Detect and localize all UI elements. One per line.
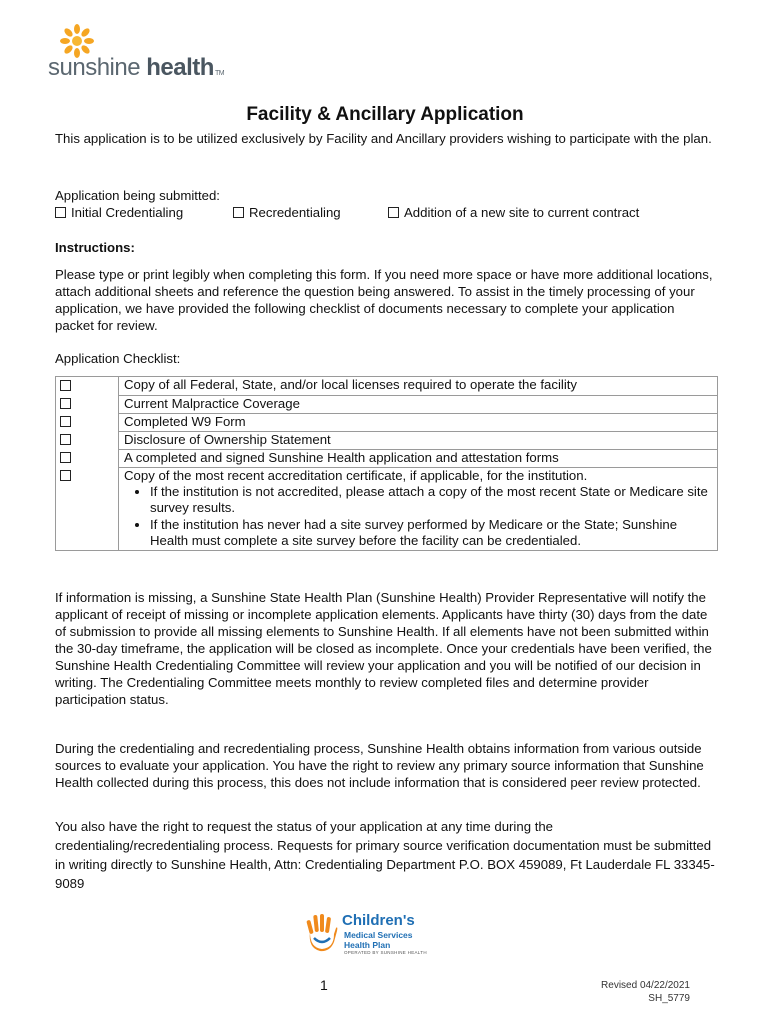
checklist-item: Disclosure of Ownership Statement: [119, 431, 718, 449]
logo-word-health: health: [146, 54, 214, 81]
sun-flower-icon: [60, 24, 94, 58]
checkbox-icon[interactable]: [388, 207, 399, 218]
checklist-row: [56, 431, 718, 449]
checkbox-icon[interactable]: [233, 207, 244, 218]
cms-logo-line3: Health Plan: [344, 940, 391, 950]
checklist-item: Copy of all Federal, State, and/or local licenses required to operate the facility: [119, 377, 718, 396]
accreditation-subitems: [124, 484, 713, 550]
subitem: • If the institution is not accredited, please attach a copy of the most recent State or Medicare site survey results.: [150, 484, 713, 517]
checklist-row: [56, 449, 718, 467]
checkbox-icon[interactable]: [60, 398, 71, 409]
childrens-medical-services-logo: [304, 912, 434, 958]
checklist-row: [56, 377, 718, 396]
option-initial-credentialing[interactable]: [55, 205, 183, 220]
missing-info-paragraph: If information is missing, a Sunshine State Health Plan (Sunshine Health) Provider Representative will notify the applicant of receipt of missing or incomplete application elements. Applicants have thirty (30) days from the date of submission to provide all missing elements to Sunshine Health. If all elements have not been submitted within the 30-day timeframe, the application will be closed as incomplete. Once your credentials have been verified, the Sunshine Health Credentialing Committee will review your application and you will be notified of our decision in writing. The Credentialing Committee meets monthly to review completed files and determine provider participation status.: [55, 590, 712, 707]
page-number: 1: [320, 977, 328, 993]
option-label: Recredentialing: [249, 205, 341, 220]
checkbox-icon[interactable]: [60, 434, 71, 445]
checkbox-icon[interactable]: [60, 380, 71, 391]
logo-wordmark: [48, 54, 224, 82]
cms-logo-line2: Medical Services: [344, 930, 413, 940]
credentialing-process-paragraph: During the credentialing and recredentialing process, Sunshine Health obtains information from various outside sources to evaluate your application. You have the right to review any primary source information that Sunshine Health collected during this process, this does not include information that is considered peer review protected.: [55, 741, 704, 790]
logo-trademark: TM: [214, 70, 225, 77]
cms-logo-line4: OPERATED BY SUNSHINE HEALTH: [344, 950, 427, 955]
hand-icon: [304, 912, 340, 952]
checkbox-icon[interactable]: [60, 470, 71, 481]
checklist-table: [55, 376, 718, 551]
option-label: Addition of a new site to current contract: [404, 205, 640, 220]
option-addition-new-site[interactable]: [388, 205, 639, 220]
logo-word-sunshine: sunshine: [48, 54, 141, 81]
checkbox-icon[interactable]: [55, 207, 66, 218]
checkbox-icon[interactable]: [60, 452, 71, 463]
revision-info: [601, 979, 690, 1005]
checklist-item-accreditation: [119, 467, 718, 550]
form-code: SH_5779: [648, 993, 690, 1004]
submitted-label: Application being submitted:: [55, 188, 220, 203]
checklist-item: A completed and signed Sunshine Health application and attestation forms: [119, 449, 718, 467]
checkbox-icon[interactable]: [60, 416, 71, 427]
option-label: Initial Credentialing: [71, 205, 184, 220]
option-recredentialing[interactable]: [233, 205, 341, 220]
checklist-item: Current Malpractice Coverage: [119, 395, 718, 413]
checklist-item: Completed W9 Form: [119, 413, 718, 431]
checklist-heading: Application Checklist:: [55, 351, 181, 366]
intro-paragraph: This application is to be utilized exclusively by Facility and Ancillary providers wishing to participate with the plan.: [55, 131, 712, 146]
revised-date: Revised 04/22/2021: [601, 980, 690, 991]
checklist-row: [56, 395, 718, 413]
page-title: Facility & Ancillary Application: [246, 104, 524, 125]
subitem: • If the institution has never had a site survey performed by Medicare or the State; Sunshine Health must complete a site survey before the facility can be credentialed.: [150, 517, 713, 550]
status-request-paragraph: You also have the right to request the status of your application at any time during the credentialing/recredentialing process. Requests for primary source verification documentation must be submitted in writing directly to Sunshine Health, Attn: Credentialing Department P.O. BOX 459089, Ft Lauderdale FL 33345-9089: [55, 819, 715, 891]
checklist-row: [56, 413, 718, 431]
checklist-row: [56, 467, 718, 550]
checklist-item: Copy of the most recent accreditation certificate, if applicable, for the institution.: [124, 467, 588, 483]
sunshine-health-logo: [48, 24, 228, 80]
instructions-heading: Instructions:: [55, 240, 135, 255]
instructions-paragraph: Please type or print legibly when completing this form. If you need more space or have more additional locations, attach additional sheets and reference the question being answered. To assist in the timely processing of your application, we have provided the following checklist of documents necessary to complete your application packet for review.: [55, 267, 713, 333]
submission-options: [55, 205, 755, 225]
cms-logo-line1: Children's: [342, 912, 415, 929]
